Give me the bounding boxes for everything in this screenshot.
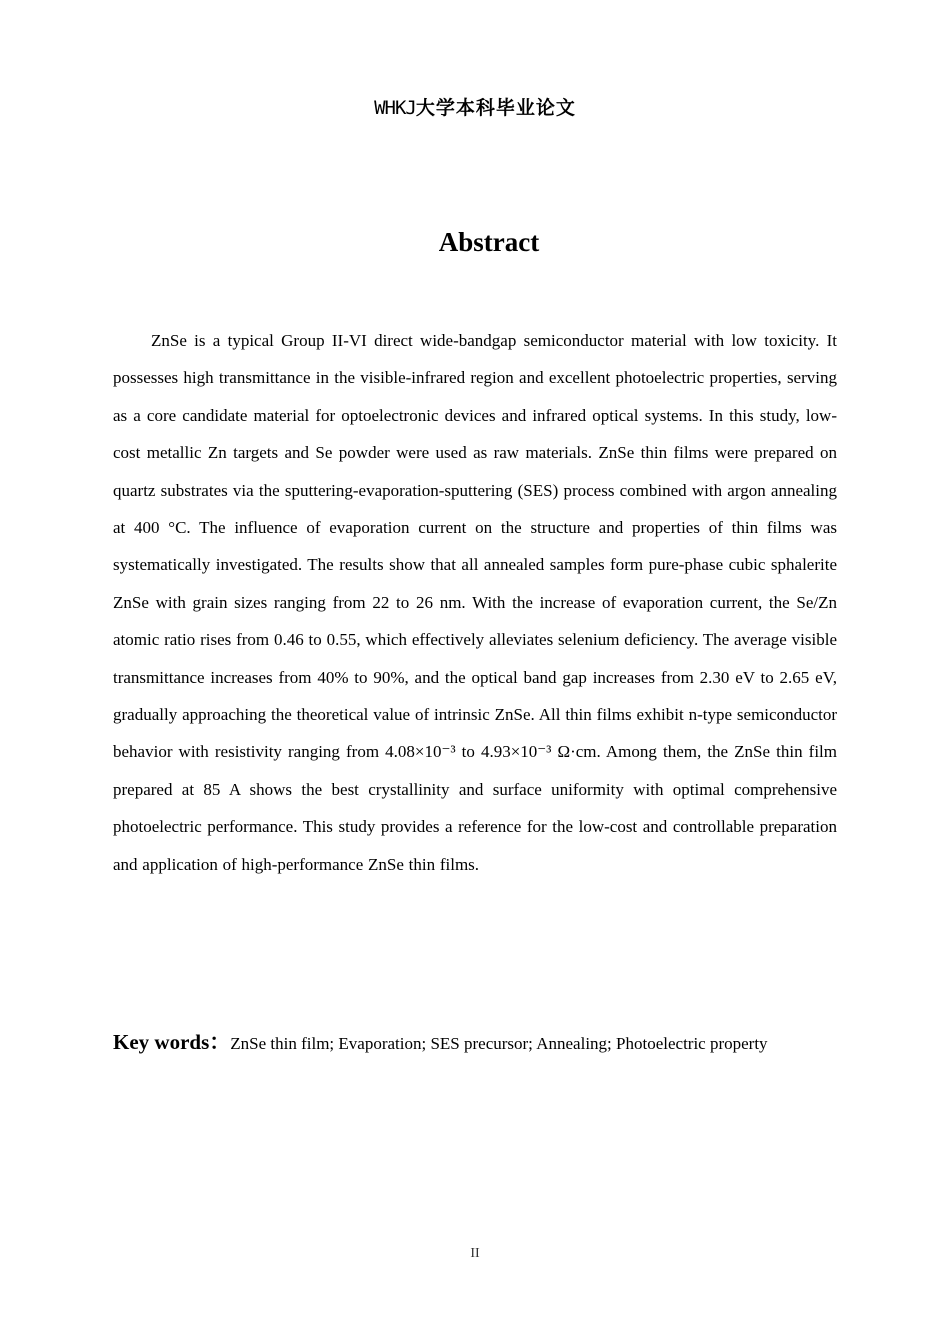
header-cjk-text: 大学本科毕业论文 bbox=[415, 97, 576, 119]
page-number: II bbox=[470, 1246, 480, 1261]
page-header bbox=[0, 96, 950, 120]
abstract-body: ZnSe is a typical Group II-VI direct wide-bandgap semiconductor material with low toxicity. It possesses high transmittance in the visible-infrared region and excellent photoelectric properties, serving as a core candidate material for optoelectronic devices and infrared optical systems. In this study, low-cost metallic Zn targets and Se powder were used as raw materials. ZnSe thin films were prepared on quartz substrates via the sputtering-evaporation-sputtering (SES) process combined with argon annealing at 400 °C. The influence of evaporation current on the structure and properties of thin films was systematically investigated. The results show that all annealed samples form pure-phase cubic sphalerite ZnSe with grain sizes ranging from 22 to 26 nm. With the increase of evaporation current, the Se/Zn atomic ratio rises from 0.46 to 0.55, which effectively alleviates selenium deficiency. The average visible transmittance increases from 40% to 90%, and the optical band gap increases from 2.30 eV to 2.65 eV, gradually approaching the theoretical value of intrinsic ZnSe. All thin films exhibit n-type semiconductor behavior with resistivity ranging from 4.08×10⁻³ to 4.93×10⁻³ Ω·cm. Among them, the ZnSe thin film prepared at 85 A shows the best crystallinity and surface uniformity with optimal comprehensive photoelectric performance. This study provides a reference for the low-cost and controllable preparation and application of high-performance ZnSe thin films. bbox=[113, 331, 837, 874]
keywords-section bbox=[113, 1020, 837, 1066]
keyword-item: Annealing; bbox=[536, 1034, 612, 1053]
keyword-item: SES precursor; bbox=[430, 1034, 533, 1053]
keywords-label-text: Key words bbox=[113, 1030, 210, 1054]
abstract-title: Abstract bbox=[438, 227, 540, 257]
keywords-colon: ： bbox=[209, 1030, 231, 1054]
header-latin-text: WHKJ bbox=[374, 97, 416, 119]
keyword-item: Photoelectric property bbox=[616, 1034, 768, 1053]
keywords-label bbox=[113, 1030, 230, 1054]
keyword-item: Evaporation; bbox=[338, 1034, 427, 1053]
keyword-item: ZnSe thin film; bbox=[230, 1034, 335, 1053]
